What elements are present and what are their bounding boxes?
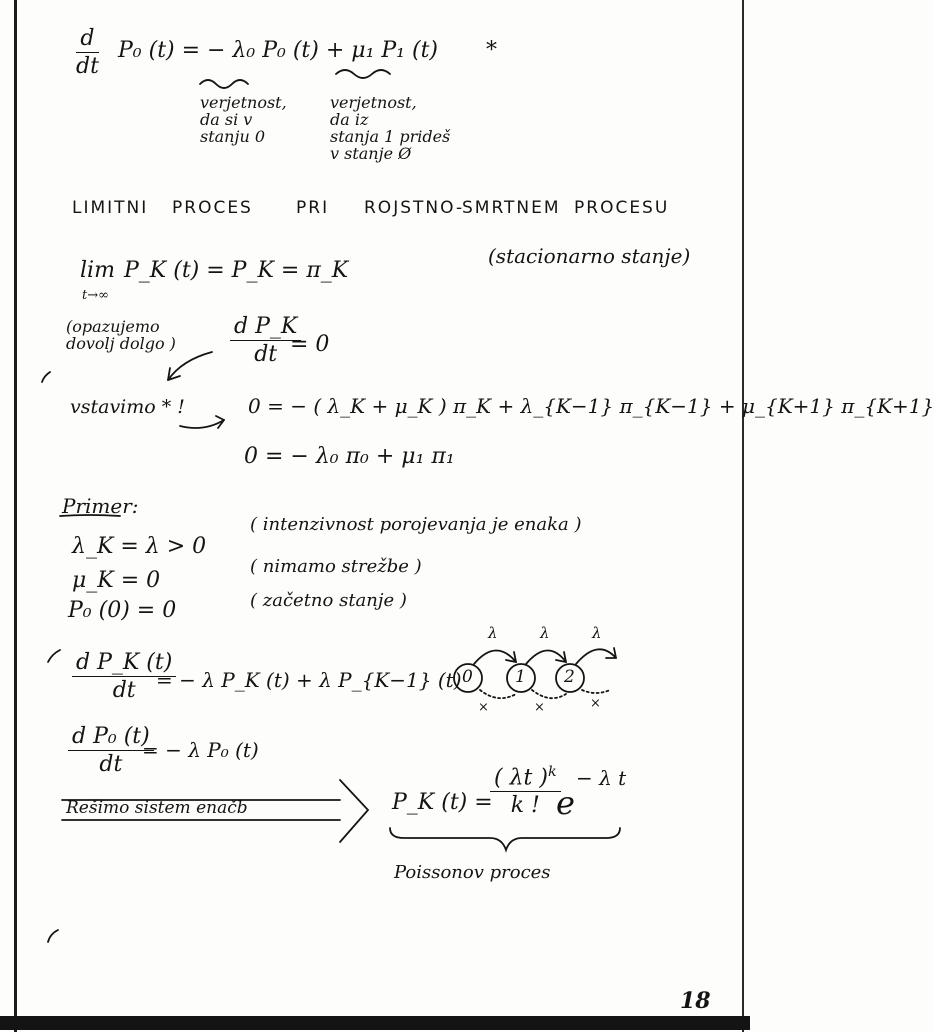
heading-word: SMRTNEM — [462, 198, 561, 218]
heading-word: PROCESU — [574, 198, 670, 218]
deriv-rhs: = 0 — [290, 332, 330, 357]
example-title: Primer: — [62, 494, 139, 518]
rate-label: λ — [540, 624, 550, 642]
note-left — [200, 94, 287, 145]
cross-mark: × — [590, 696, 601, 711]
note-right-line: v stanje Ø — [330, 144, 412, 163]
systemB-num: d P₀ (t) — [72, 724, 150, 749]
limit-note: (stacionarno stanje) — [488, 244, 691, 268]
solve-num — [490, 764, 561, 790]
note-left-line: stanju 0 — [200, 127, 266, 146]
cross-mark: × — [534, 700, 545, 715]
rate-label: λ — [488, 624, 498, 642]
note-left-line: da si v — [200, 110, 253, 129]
heading-word: PROCES — [172, 198, 253, 218]
solve-lhs: P_K (t) = — [392, 790, 493, 815]
eq1-frac-den: dt — [76, 54, 99, 79]
state-label: 2 — [564, 667, 575, 687]
eq1-derivative-fraction — [76, 26, 99, 79]
example-note: ( intenzivnost porojevanja je enaka ) — [250, 514, 582, 535]
observe-note — [66, 318, 176, 352]
solve-exponent: − λ t — [576, 766, 627, 790]
note-right-line: stanja 1 prideš — [330, 127, 451, 146]
limit-expression: P_K (t) = P_K = π_K — [124, 258, 349, 283]
systemB-den: dt — [99, 752, 123, 777]
limit-subscript: t→∞ — [82, 288, 109, 303]
eq1-frac-num: d — [80, 26, 95, 51]
state-label: 0 — [462, 667, 473, 687]
limit-lim: lim — [80, 258, 115, 283]
insert-line1: 0 = − ( λ_K + μ_K ) π_K + λ_{K−1} π_{K−1} + μ_{K+1} π_{K+1} — [248, 394, 934, 418]
systemB-fraction — [68, 724, 154, 777]
example-note: ( začetno stanje ) — [250, 590, 407, 611]
eq1-star-mark: * — [486, 38, 497, 63]
note-right-line: verjetnost, — [330, 93, 417, 112]
fraction-bar — [490, 791, 561, 792]
fraction-bar — [76, 52, 99, 53]
note-right-line: da iz — [330, 110, 369, 129]
poisson-caption: Poissonov proces — [394, 862, 551, 883]
observe-note-line: dovolj dolgo ) — [66, 334, 176, 353]
solve-label: Rešimo sistem enačb — [66, 798, 248, 818]
cross-mark: × — [478, 700, 489, 715]
example-note: ( nimamo strežbe ) — [250, 556, 422, 577]
heading-word: PRI — [296, 198, 330, 218]
solve-num-exp: k — [547, 764, 557, 780]
rate-label: λ — [592, 624, 602, 642]
solve-den: k ! — [510, 793, 540, 819]
systemA-den: dt — [112, 678, 136, 703]
systemA-num: d P_K (t) — [76, 650, 173, 675]
heading-word: ROJSTNO- — [364, 198, 465, 218]
insert-line2: 0 = − λ₀ π₀ + μ₁ π₁ — [244, 444, 455, 469]
fraction-bar — [68, 750, 154, 751]
example-condition: λ_K = λ > 0 — [72, 534, 207, 559]
insert-label: vstavimo * ! — [70, 396, 185, 418]
solve-fraction — [490, 764, 561, 818]
example-condition: P₀ (0) = 0 — [68, 598, 177, 623]
deriv-num: d P_K — [234, 314, 298, 339]
deriv-den: dt — [254, 342, 278, 367]
eq1-rhs: P₀ (t) = − λ₀ P₀ (t) + μ₁ P₁ (t) — [118, 38, 438, 63]
note-right — [330, 94, 450, 162]
example-condition: μ_K = 0 — [72, 568, 161, 593]
state-label: 1 — [515, 667, 526, 687]
observe-note-line: (opazujemo — [66, 317, 160, 336]
systemA-rhs: = − λ P_K (t) + λ P_{K−1} (t) — [156, 668, 462, 692]
page-number: 18 — [680, 988, 711, 1014]
solve-num-base: ( λt ) — [494, 765, 548, 791]
heading-word: LIMITNI — [72, 198, 149, 218]
solve-exp-base: e — [556, 784, 575, 822]
systemB-rhs: = − λ P₀ (t) — [142, 738, 259, 762]
note-left-line: verjetnost, — [200, 93, 287, 112]
